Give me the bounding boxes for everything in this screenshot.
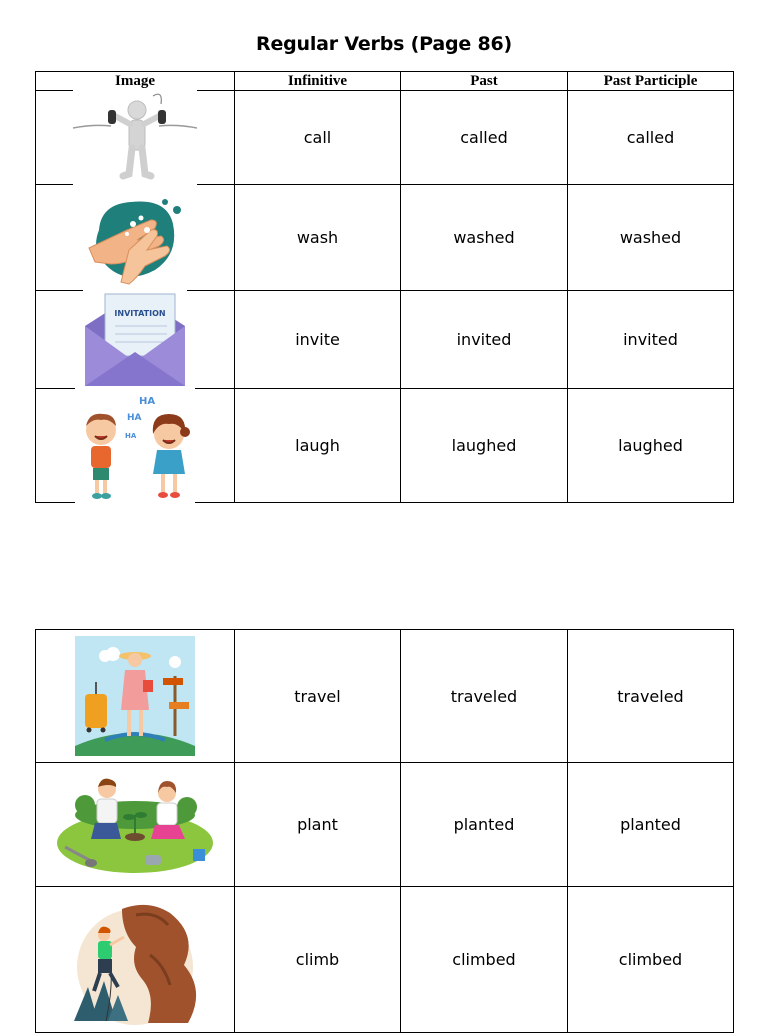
kids-planting-icon (55, 775, 215, 875)
table-row (36, 291, 734, 389)
past-participle-cell: planted (568, 763, 734, 887)
infinitive-cell: invite (235, 291, 401, 389)
header-infinitive: Infinitive (235, 72, 401, 91)
infinitive-cell: call (235, 91, 401, 185)
table-row (36, 389, 734, 503)
image-cell (36, 389, 235, 503)
past-participle-cell: climbed (568, 887, 734, 1033)
header-image: Image (36, 72, 235, 91)
image-cell (36, 91, 235, 185)
infinitive-cell: climb (235, 887, 401, 1033)
phone-call-figure-icon (73, 90, 197, 186)
image-cell (36, 630, 235, 763)
table-header-row (36, 72, 734, 91)
past-cell: washed (401, 185, 568, 291)
infinitive-cell: plant (235, 763, 401, 887)
ha-text-1: HA (139, 395, 156, 407)
invitation-envelope-icon (83, 290, 187, 390)
invitation-text: INVITATION (114, 308, 166, 318)
past-participle-cell: invited (568, 291, 734, 389)
past-cell: traveled (401, 630, 568, 763)
kids-laughing-icon (75, 388, 195, 504)
traveler-on-globe-icon (75, 636, 195, 756)
past-participle-cell: laughed (568, 389, 734, 503)
verbs-table-top (35, 71, 734, 503)
past-cell: planted (401, 763, 568, 887)
ha-text-3: HA (125, 431, 137, 440)
verbs-table-bottom (35, 629, 734, 1033)
past-cell: called (401, 91, 568, 185)
header-past-participle: Past Participle (568, 72, 734, 91)
image-cell (36, 887, 235, 1033)
page-title: Regular Verbs (Page 86) (256, 33, 512, 55)
past-participle-cell: called (568, 91, 734, 185)
table-row (36, 630, 734, 763)
table-row (36, 763, 734, 887)
table-row (36, 887, 734, 1033)
past-cell: climbed (401, 887, 568, 1033)
rock-climber-icon (60, 895, 210, 1025)
past-participle-cell: washed (568, 185, 734, 291)
infinitive-cell: wash (235, 185, 401, 291)
infinitive-cell: travel (235, 630, 401, 763)
table-row (36, 91, 734, 185)
infinitive-cell: laugh (235, 389, 401, 503)
past-cell: laughed (401, 389, 568, 503)
ha-text-2: HA (127, 412, 142, 423)
table-row (36, 185, 734, 291)
image-cell (36, 291, 235, 389)
image-cell (36, 185, 235, 291)
image-cell (36, 763, 235, 887)
past-cell: invited (401, 291, 568, 389)
past-participle-cell: traveled (568, 630, 734, 763)
header-past: Past (401, 72, 568, 91)
washing-hands-icon (81, 190, 189, 286)
